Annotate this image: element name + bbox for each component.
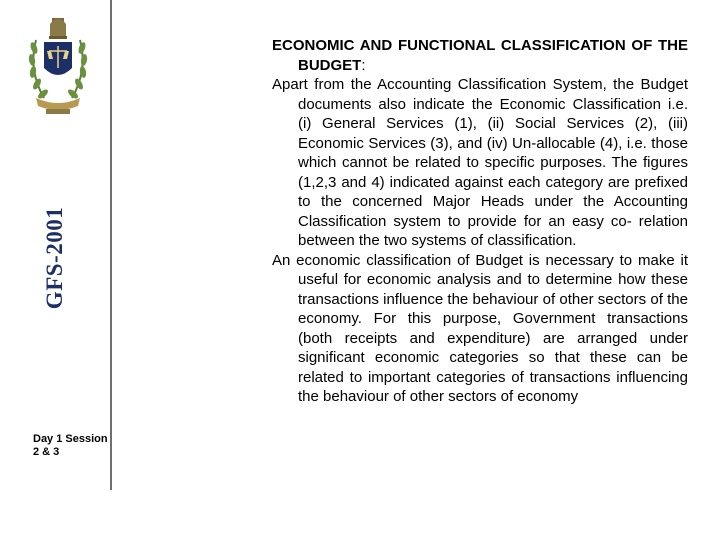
paragraph-economic: An economic classification of Budget is necessary to make it useful for economic analysis and to determine how these transactions influence the behaviour of other sectors of the economy. For this purpose, Government transactions (both receipts and expenditure) are arranged under significant economic categories so that these can be related to important categories of transactions influencing the behaviour of other sectors of economy	[272, 251, 688, 405]
heading-colon: :	[361, 56, 366, 74]
vertical-title: GFS-2001	[42, 206, 67, 309]
cag-emblem-icon	[22, 10, 94, 122]
sidebar	[0, 0, 112, 490]
sidebar-divider	[110, 0, 112, 490]
section-heading: ECONOMIC AND FUNCTIONAL CLASSIFICATION OF THE BUDGET	[272, 37, 688, 74]
session-label: Day 1 Session 2 & 3	[33, 433, 108, 458]
paragraph-accounting: Apart from the Accounting Classification System, the Budget documents also indicate the Economic Classification i.e. (i) General Services (1), (ii) Social Services (2), (iii) Economic Services (3), and (iv) Un-allocable (4), i.e. those which cannot be related to specific purposes. The figures (1,2,3 and 4) indicated against each category are prefixed to the concerned Major Heads under the Accounting Classification system to provide for an easy co- relation between the two systems of classification.	[272, 76, 688, 249]
main-content	[272, 36, 688, 407]
heading-paragraph	[272, 36, 688, 75]
